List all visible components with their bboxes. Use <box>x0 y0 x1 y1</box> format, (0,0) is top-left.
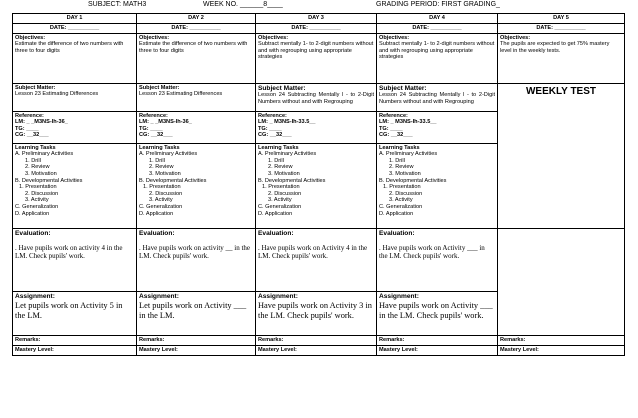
day-2-remarks: Remarks: <box>137 336 256 346</box>
page-header <box>0 1 638 12</box>
day-2-header: DAY 2 <box>137 14 256 24</box>
day-2-evaluation: Evaluation: . Have pupils work on activity __ in the LM. Check pupils' work. <box>137 228 256 291</box>
week-label: WEEK NO. ______8____ <box>203 1 283 8</box>
day-1-objectives: Objectives: Estimate the difference of two numbers with three to four digits <box>13 33 137 83</box>
day-2-date: DATE: __________ <box>137 23 256 33</box>
day-3-subject-matter: Subject Matter: Lesson 24 Subtracting Mentally l - to 2-Digit Numbers without and with Regrouping <box>256 83 377 111</box>
day-4-date: DATE: __________ <box>377 23 498 33</box>
day-2-learning-tasks: Learning Tasks A. Preliminary Activities 1. Drill 2. Review 3. Motivation B. Developmental Activities 1. Presentation 2. Discussion 3. Activity C. Generalization D. Application <box>137 143 256 228</box>
subject-matter-row <box>13 83 625 111</box>
day-1-remarks: Remarks: <box>13 336 137 346</box>
lesson-plan-table <box>12 13 625 356</box>
day-header-row <box>13 14 625 24</box>
day-2-subject-matter: Subject Matter: Lesson 23 Estimating Differences <box>137 83 256 111</box>
day-3-learning-tasks: Learning Tasks A. Preliminary Activities 1. Drill 2. Review 3. Motivation B. Developmental Activities 1. Presentation 2. Discussion 3. Activity C. Generalization D. Application <box>256 143 377 228</box>
weekly-test-title: WEEKLY TEST <box>525 85 596 97</box>
day-5-header: DAY 5 <box>498 14 625 24</box>
date-row <box>13 23 625 33</box>
day-1-evaluation: Evaluation: . Have pupils work on activity 4 in the LM. Check pupils' work. <box>13 228 137 291</box>
day-3-date: DATE: __________ <box>256 23 377 33</box>
day-5-mastery-level: Mastery Level: <box>498 345 625 355</box>
subject-label: SUBJECT: MATH3 <box>88 1 147 8</box>
grading-period-label: GRADING PERIOD: FIRST GRADING_ <box>376 1 500 8</box>
day-3-evaluation: Evaluation: . Have pupils work on Activity 4 in the LM. Check pupils' work. <box>256 228 377 291</box>
assignment-row <box>13 292 625 336</box>
day-3-mastery-level: Mastery Level: <box>256 345 377 355</box>
day-5-objectives: Objectives: The pupils are expected to get 75% mastery level in the weekly tests. <box>498 33 625 83</box>
day-2-assignment: Assignment: Let pupils work on Activity ___ in the LM. <box>137 292 256 336</box>
day-5-weekly-test <box>498 83 625 228</box>
day-4-reference: Reference: LM: _ M3NS-Ih-33.5__ TG: ____ CG: __32___ <box>377 111 498 143</box>
day-4-objectives: Objectives: Subtract mentally 1- to 2-digit numbers without and with regrouping using appropriate strategies <box>377 33 498 83</box>
day-5-remarks: Remarks: <box>498 336 625 346</box>
day-4-subject-matter: Subject Matter: Lesson 24 Subtracting Mentally l - to 2-Digit Numbers without and with Regrouping <box>377 83 498 111</box>
day-4-learning-tasks: Learning Tasks A. Preliminary Activities 1. Drill 2. Review 3. Motivation B. Developmental Activities 1. Presentation 2. Discussion 3. Activity C. Generalization D. Application <box>377 143 498 228</box>
day-3-reference: Reference: LM: _ M3NS-Ih-33.5__ TG: ____ CG: __32___ <box>256 111 377 143</box>
mastery-level-row <box>13 345 625 355</box>
day-4-remarks: Remarks: <box>377 336 498 346</box>
day-2-mastery-level: Mastery Level: <box>137 345 256 355</box>
objectives-row <box>13 33 625 83</box>
day-1-date: DATE: __________ <box>13 23 137 33</box>
day-4-assignment: Assignment: Have pupils work on Activity ___ in the LM. Check pupils' work. <box>377 292 498 336</box>
day-4-mastery-level: Mastery Level: <box>377 345 498 355</box>
day-3-header: DAY 3 <box>256 14 377 24</box>
remarks-row <box>13 336 625 346</box>
evaluation-row <box>13 228 625 291</box>
day-2-objectives: Objectives: Estimate the difference of two numbers with three to four digits <box>137 33 256 83</box>
day-3-remarks: Remarks: <box>256 336 377 346</box>
day-1-header: DAY 1 <box>13 14 137 24</box>
day-4-header: DAY 4 <box>377 14 498 24</box>
day-3-objectives: Objectives: Subtract mentally 1- to 2-digit numbers without and with regrouping using appropriate strategies <box>256 33 377 83</box>
day-3-assignment: Assignment: Have pupils work on Activity 3 in the LM. Check pupils' work. <box>256 292 377 336</box>
day-4-evaluation: Evaluation: . Have pupils work on Activity ___ in the LM. Check pupils' work. <box>377 228 498 291</box>
day-1-learning-tasks: Learning Tasks A. Preliminary Activities 1. Drill 2. Review 3. Motivation B. Developmental Activities 1. Presentation 2. Discussion 3. Activity C. Generalization D. Application <box>13 143 137 228</box>
day-1-mastery-level: Mastery Level: <box>13 345 137 355</box>
day-1-reference: Reference: LM: _ _M3NS-Ih-36_ TG: ____ CG: __32___ <box>13 111 137 143</box>
day-1-assignment: Assignment: Let pupils work on Activity 5 in the LM. <box>13 292 137 336</box>
day-5-date: DATE: __________ <box>498 23 625 33</box>
day-1-subject-matter: Subject Matter: Lesson 23 Estimating Differences <box>13 83 137 111</box>
day-2-reference: Reference: LM: _ _M3NS-Ih-36_ TG: ____ CG: __32___ <box>137 111 256 143</box>
